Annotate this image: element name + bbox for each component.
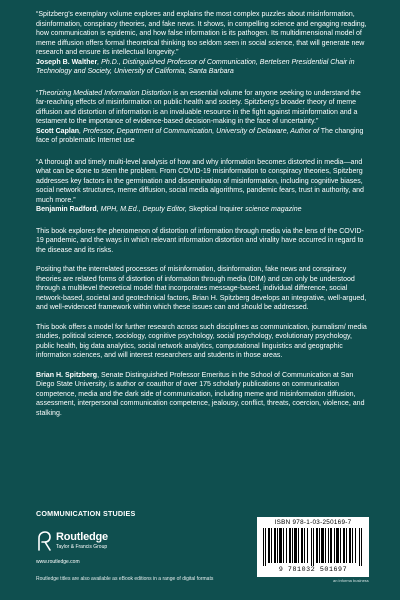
endorsement-3-quote: “A thorough and timely multi-level analysis of how and why information becomes distorted in media—and what can be done to stem the problem. From COVID-19 misinformation to conspiracy theories, Spitzberg addresses key factors in the germination and dissemination of misinformation, including cognitive biases, social network structures, meme diffusion, social media algorithms, pandemic fears, trust in authority, and much more.”	[36, 158, 364, 204]
endorser-title: , Professor, Department of Communication, University of Delaware, Author of	[79, 127, 319, 135]
author-bio	[36, 371, 370, 419]
endorsement-2-quote	[36, 89, 370, 127]
description-paragraph-2: Positing that the interrelated processes of misinformation, disinformation, fake news and conspiracy theories are related forms of distortion of information through media (DIM) and can only be understood through a multilevel theoretical model that incorporates message-based, individual difference, social network-based, societal and geotechnical factors, Brian H. Spitzberg develops an integrative, well-argued, and well-evidenced framework within which these issues can and should be addressed.	[36, 266, 367, 311]
quote-body: is an essential volume for anyone seeking to understand the far-reaching effects of misinformation on public health and society. Spitzberg’s broader theory of meme diffusion and distortion of information is an invaluable resource in the fight against misinformation and a testament to the importance of evidence-based decision-making in the face of uncertainty.”	[36, 89, 361, 125]
endorser-name: Joseph B. Walther	[36, 58, 98, 66]
endorsement-3	[36, 158, 370, 215]
book-title-italic: Theorizing Mediated Information Distortion	[38, 89, 172, 97]
barcode-digits: 9 781032 501697	[278, 566, 348, 573]
quote-open-mark: “	[36, 89, 39, 97]
endorser-book: The changing face of problematic Internet use	[36, 127, 364, 144]
endorsement-2	[36, 89, 370, 146]
informa-note: an informa business	[333, 578, 369, 583]
endorser-magazine: Skeptical Inquirer	[186, 206, 246, 213]
endorser-name: Scott Caplan	[36, 127, 80, 135]
endorser-title: , Ph.D., Distinguished Professor of Communication, Bertelsen Presidential Chair in Technology and Society, University of California, Santa Barbara	[36, 58, 355, 75]
endorsement-3-attribution	[36, 205, 370, 215]
description-paragraph-1: This book explores the phenomenon of distortion of information through media via the lens of the COVID-19 pandemic, and the ways in which relevant information distortion and virality have occurred in regard to the disease and its risks.	[36, 227, 364, 254]
publisher-url: www.routledge.com	[36, 559, 80, 565]
ebook-note: Routledge titles are also available as eBook editions in a range of digital formats	[36, 576, 214, 582]
routledge-logo-icon	[36, 530, 52, 552]
endorsement-1-quote: “Spitzberg’s exemplary volume explores and explains the most complex puzzles about misinformation, disinformation, conspiracy theories, and fake news. It shows, in compelling science and engaging reading, how communication is epidemic, and how false information is its pathogen. Its multidimensional model of meme diffusion offers formal theoretical thinking too seldom seen in social science, that will generate new research and ensure its intellectual longevity.”	[36, 11, 367, 56]
endorser-name: Benjamin Radford	[36, 206, 97, 213]
cover-text-block	[36, 10, 370, 428]
endorser-magazine-tail: science magazine	[245, 206, 302, 213]
author-name: Brian H. Spitzberg	[36, 371, 98, 379]
barcode-icon	[263, 528, 363, 566]
endorsement-1-attribution	[36, 58, 370, 77]
endorser-title: , MPH, M.Ed., Deputy Editor,	[96, 206, 187, 213]
publisher-name: Routledge	[56, 531, 108, 543]
description-paragraph-3: This book offers a model for further research across such disciplines as communication, journalism/ media studies, political science, sociology, cognitive psychology, social psychology, evolutionary psychology, public health, big data analytics, social network analytics, computational linguistics and geographic information sciences, and will interest researchers and students in those areas.	[36, 323, 367, 359]
endorsement-1	[36, 10, 370, 77]
subject-category: COMMUNICATION STUDIES	[36, 509, 136, 518]
isbn-number: ISBN 978-1-03-250169-7	[274, 519, 352, 526]
publisher-group: Taylor & Francis Group	[56, 544, 108, 550]
endorsement-2-attribution	[36, 127, 370, 146]
author-bio-text: , Senate Distinguished Professor Emeritus in the School of Communication at San Diego State University, is author or coauthor of over 175 scholarly publications on communication competence, media and the dark side of communication, including meme and misinformation diffusion, assessment, interpersonal communication competence, jealousy, conflict, threats, coercion, violence, and stalking.	[36, 371, 365, 417]
isbn-barcode	[257, 517, 369, 577]
